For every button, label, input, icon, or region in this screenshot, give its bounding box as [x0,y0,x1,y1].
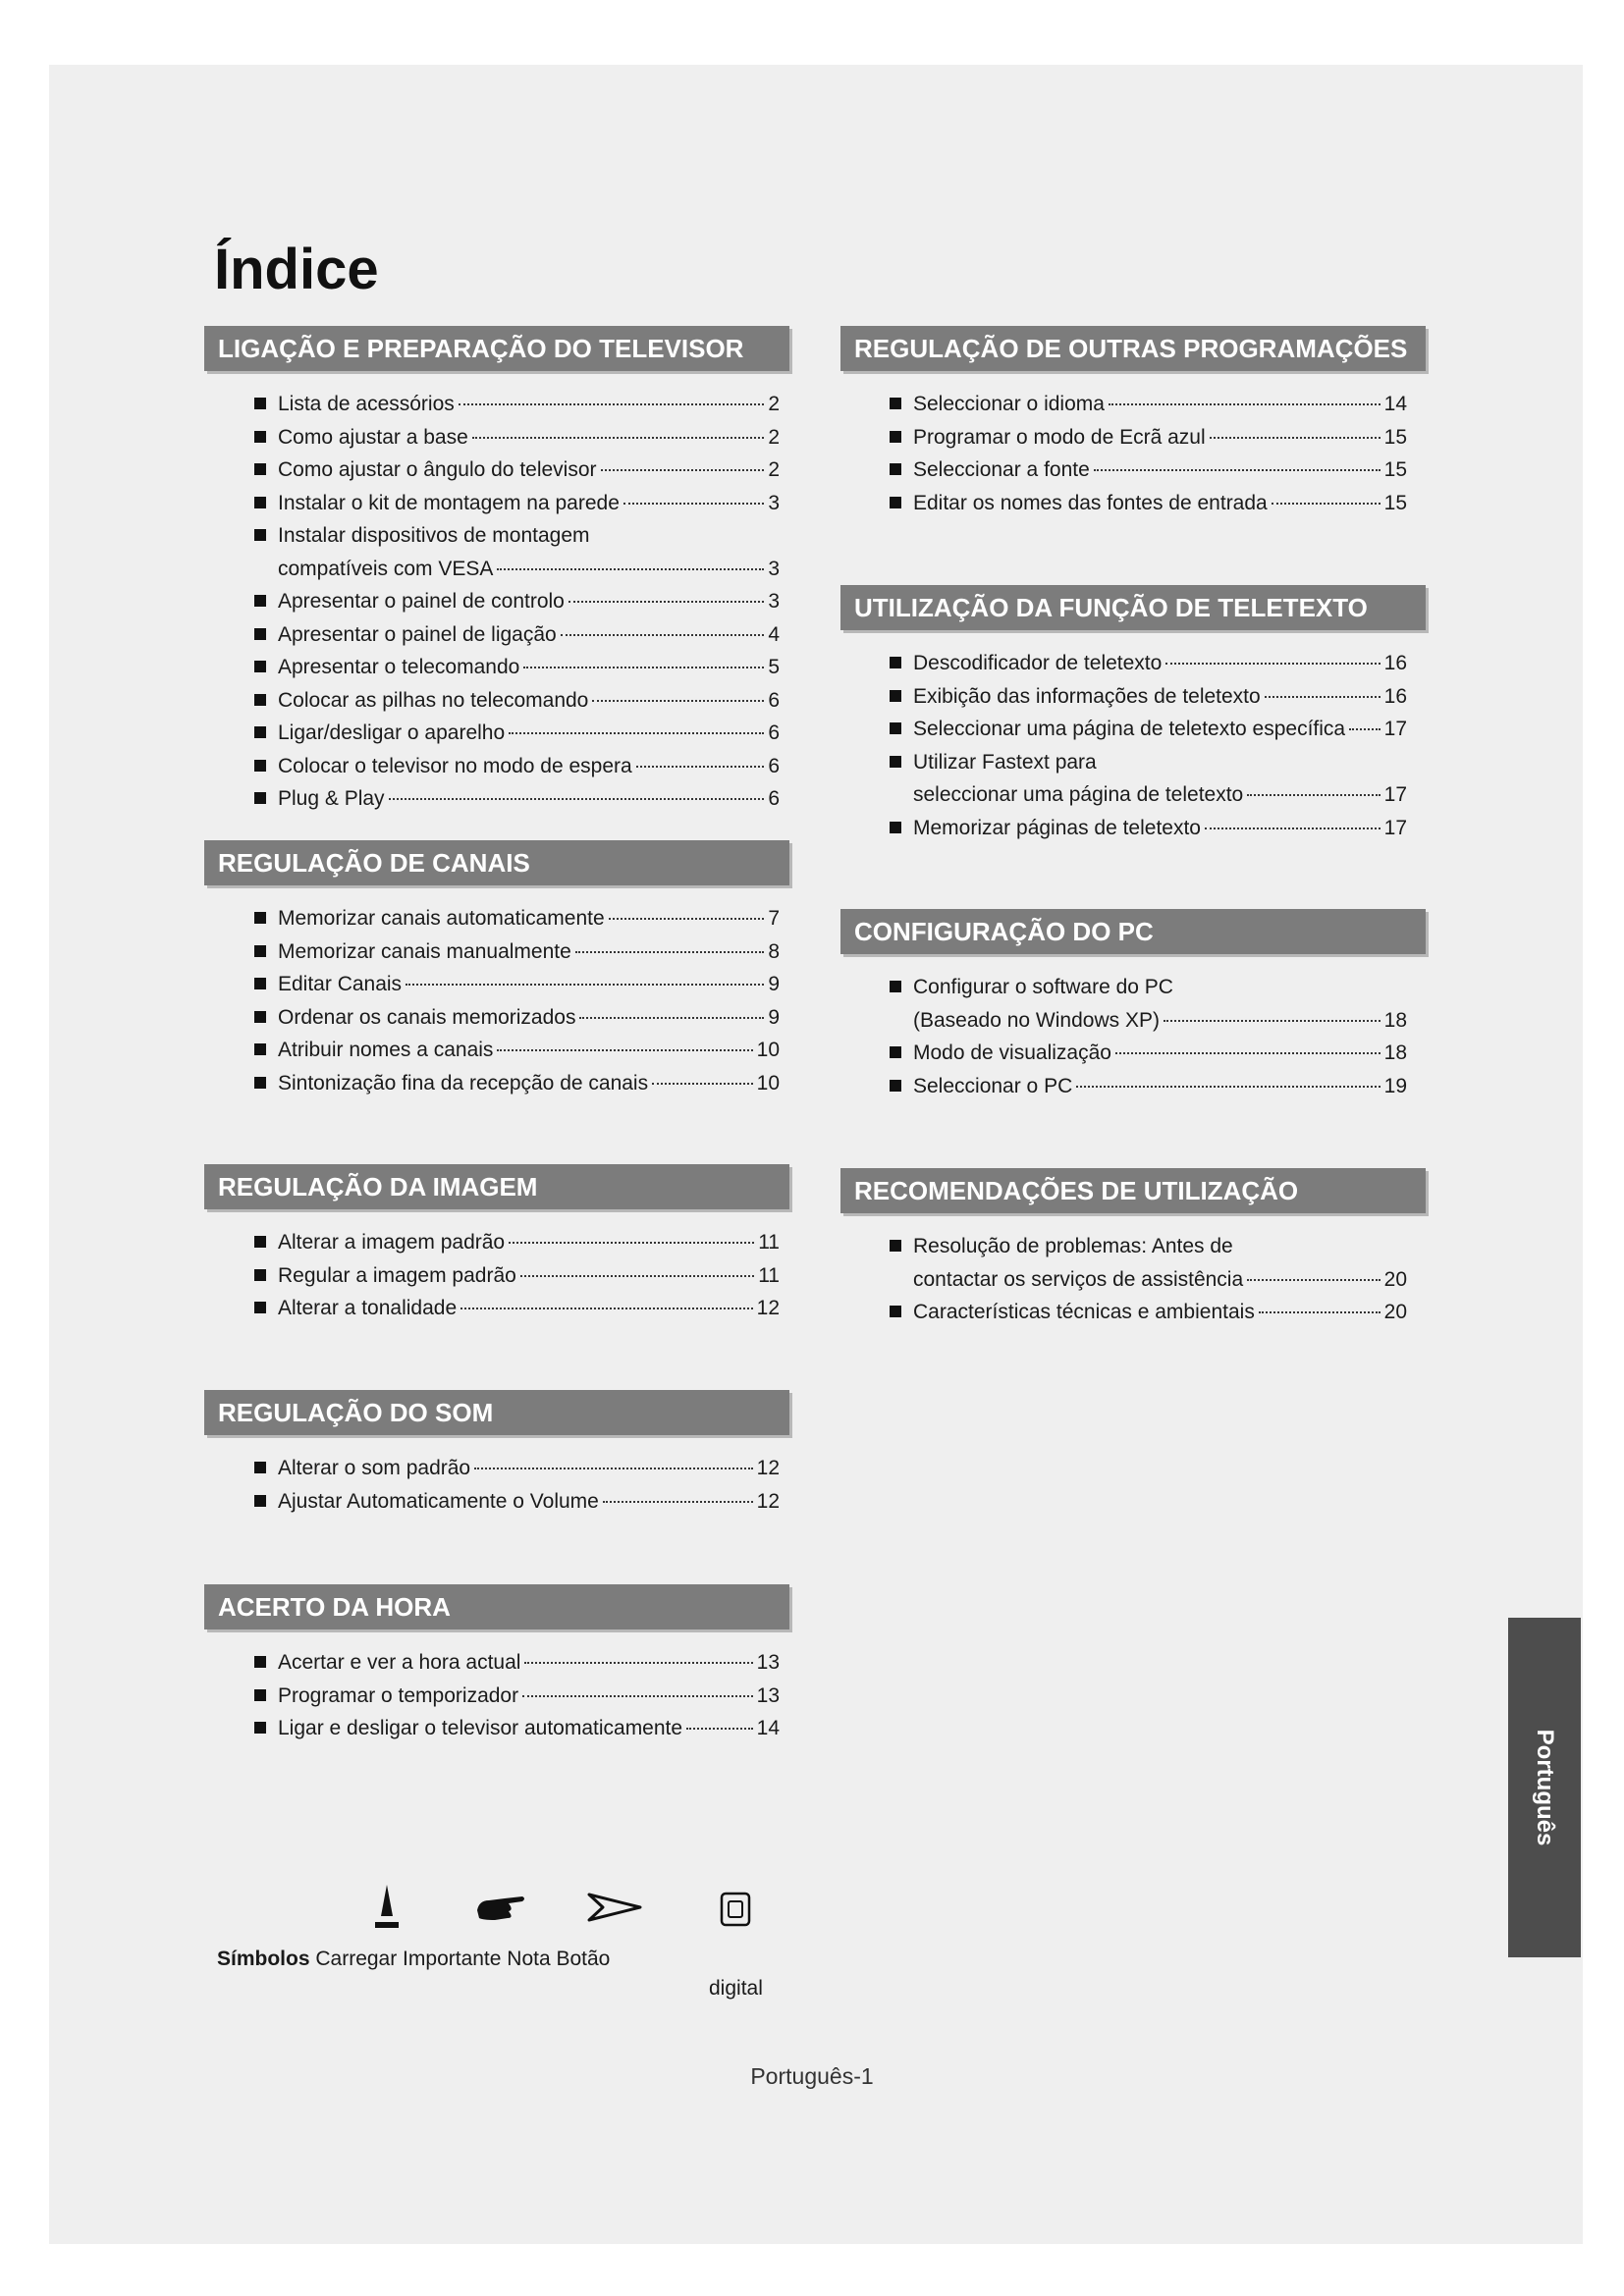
toc-page-number: 8 [768,939,780,963]
dot-leader [1076,1086,1380,1088]
dot-leader [1259,1311,1380,1313]
toc-entry [278,651,780,684]
bullet-square-icon [254,760,266,772]
section-heading: ACERTO DA HORA [204,1584,789,1629]
toc-entry-title: Instalar o kit de montagem na parede [278,491,620,514]
toc-entry [278,782,780,816]
toc-entry-title: Modo de visualização [913,1041,1111,1064]
page-title: Índice [214,238,379,301]
toc-entry-title: Apresentar o painel de ligação [278,622,557,646]
toc-entry [278,487,780,520]
toc-page-number: 11 [758,1231,780,1254]
dot-leader [520,1275,754,1277]
note-arrow-icon [587,1891,642,1924]
bullet-square-icon [254,529,266,541]
toc-list [913,647,1407,844]
toc-entry-row [913,1263,1407,1297]
toc-entry [278,1452,780,1485]
section-recommendations [840,1168,1426,1329]
toc-entry-title: Exibição das informações de teletexto [913,684,1261,708]
dot-leader [524,1662,752,1664]
toc-entry [278,717,780,750]
toc-entry-title: Características técnicas e ambientais [913,1301,1255,1323]
toc-entry-row [278,1001,780,1035]
toc-entry [278,1034,780,1067]
bullet-square-icon [890,756,901,768]
dot-leader [1109,403,1380,405]
section-heading: RECOMENDAÇÕES DE UTILIZAÇÃO [840,1168,1426,1213]
toc-entry-row [278,618,780,652]
dot-leader [686,1728,753,1730]
toc-entry-row [913,1070,1407,1103]
toc-entry-title: Editar os nomes das fontes de entrada [913,491,1268,514]
toc-entry-row [278,968,780,1001]
toc-entry [278,935,780,969]
bullet-square-icon [890,1080,901,1092]
toc-entry-title: Alterar o som padrão [278,1457,471,1479]
dot-leader [1247,794,1380,796]
toc-entry-row [278,388,780,421]
toc-page-number: 13 [756,1683,780,1707]
bullet-square-icon [890,1046,901,1058]
dot-leader [523,667,764,668]
button-icon [719,1891,752,1928]
dot-leader [1265,696,1380,698]
toc-list [278,388,780,816]
bullet-square-icon [254,978,266,989]
toc-page-number: 6 [768,787,780,810]
bullet-square-icon [890,822,901,833]
toc-entry [278,1485,780,1519]
pointing-hand-icon [475,1893,526,1924]
toc-entry-row [278,1452,780,1485]
bullet-square-icon [254,1236,266,1248]
toc-entry [278,1067,780,1100]
toc-page-number: 20 [1383,1267,1407,1291]
toc-page-number: 20 [1383,1301,1407,1323]
toc-entry-title: Colocar as pilhas no telecomando [278,688,589,712]
toc-entry [278,1259,780,1293]
toc-page-number: 3 [768,590,780,613]
toc-entry [913,746,1407,812]
dot-leader [522,1695,753,1697]
toc-entry-title: Sintonização fina da recepção de canais [278,1071,649,1095]
bullet-square-icon [890,690,901,702]
language-tab [1508,1618,1581,1957]
toc-entry-title-continued: compatíveis com VESA [278,557,494,580]
bullet-square-icon [254,1077,266,1089]
bullet-square-icon [254,1269,266,1281]
dot-leader [636,766,765,768]
section-heading: REGULAÇÃO DE OUTRAS PROGRAMAÇÕES [840,326,1426,371]
bullet-square-icon [254,1689,266,1701]
toc-entry-row [913,421,1407,454]
dot-leader [601,469,765,471]
bullet-square-icon [254,912,266,924]
toc-list [278,1452,780,1518]
toc-entry-title: Seleccionar a fonte [913,458,1090,481]
dot-leader [575,951,765,953]
toc-entry-row [913,1004,1407,1038]
toc-entry [278,1712,780,1745]
toc-entry-row [278,935,780,969]
section-channels [204,840,789,1099]
toc-entry-row [278,1485,780,1519]
toc-entry-row [913,1037,1407,1070]
toc-entry-row [278,1259,780,1293]
toc-entry-title: Regular a imagem padrão [278,1263,516,1287]
dot-leader [568,601,764,603]
toc-entry-title: Editar Canais [278,973,403,995]
dot-leader [1210,437,1380,439]
toc-page-number: 16 [1383,652,1407,674]
toc-entry-row [278,651,780,684]
toc-page-number: 6 [768,688,780,712]
toc-list [278,1226,780,1325]
toc-entry-title: Seleccionar uma página de teletexto específica [913,718,1346,740]
dot-leader [459,403,765,405]
dot-leader [389,798,765,800]
bullet-square-icon [254,792,266,804]
dot-leader [1165,663,1380,665]
toc-entry [278,1292,780,1325]
dot-leader [579,1017,764,1019]
toc-entry [913,1070,1407,1103]
bullet-square-icon [890,722,901,734]
bullet-square-icon [890,463,901,475]
page-number: Português-1 [750,2063,874,2089]
toc-entry-title: Alterar a tonalidade [278,1297,458,1319]
toc-page-number: 9 [768,1005,780,1029]
bullet-square-icon [254,1011,266,1023]
toc-entry [278,1226,780,1259]
toc-entry-row [278,1226,780,1259]
toc-entry-row [278,1680,780,1713]
toc-entry-title: Lista de acessórios [278,393,455,415]
bullet-square-icon [890,398,901,409]
symbols-legend [217,1948,610,1971]
toc-entry-title: Programar o temporizador [278,1683,519,1707]
toc-entry-row [278,782,780,816]
toc-list [278,902,780,1099]
toc-entry-title: Acertar e ver a hora actual [278,1651,521,1674]
bullet-square-icon [254,497,266,508]
toc-entry-title-continued: seleccionar uma página de teletexto [913,783,1244,806]
toc-entry-title: Colocar o televisor no modo de espera [278,754,632,777]
section-clock [204,1584,789,1745]
toc-entry-title: Seleccionar o PC [913,1074,1073,1097]
dot-leader [603,1501,753,1503]
toc-entry [278,454,780,487]
bullet-square-icon [890,1240,901,1252]
symbols-legend-continued: digital [709,1977,763,2000]
dot-leader [460,1308,753,1309]
toc-entry [913,1296,1407,1329]
section-heading: REGULAÇÃO DA IMAGEM [204,1164,789,1209]
dot-leader [1094,469,1380,471]
toc-page-number: 11 [758,1263,780,1287]
toc-entry-title: Memorizar páginas de teletexto [913,816,1201,839]
toc-page-number: 13 [756,1651,780,1674]
toc-entry-row [913,487,1407,520]
section-teletext [840,585,1426,844]
toc-entry-title: Resolução de problemas: Antes de [913,1235,1233,1257]
toc-entry-row [913,454,1407,487]
toc-page-number: 17 [1383,718,1407,740]
bullet-square-icon [254,661,266,672]
toc-entry-row [278,553,780,586]
toc-entry [913,647,1407,680]
toc-entry [278,1680,780,1713]
section-picture [204,1164,789,1325]
toc-entry-row [913,713,1407,746]
bullet-square-icon [890,431,901,443]
toc-entry [278,684,780,718]
toc-page-number: 15 [1383,425,1407,449]
bullet-square-icon [254,398,266,409]
toc-page-number: 4 [768,622,780,646]
toc-page-number: 5 [768,656,780,678]
toc-page-number: 18 [1383,1008,1407,1032]
dot-leader [623,503,764,505]
toc-entry-title: Ligar/desligar o aparelho [278,721,506,744]
toc-entry-title: Seleccionar o idioma [913,393,1105,415]
toc-entry-title: Plug & Play [278,787,385,810]
toc-entry-row [278,750,780,783]
toc-entry [913,421,1407,454]
toc-entry-row [278,1067,780,1100]
dot-leader [1272,503,1380,505]
bullet-square-icon [890,981,901,992]
toc-entry-title: Atribuir nomes a canais [278,1039,494,1061]
section-tv-setup [204,326,789,816]
bullet-square-icon [254,1722,266,1734]
toc-page-number: 17 [1383,783,1407,806]
toc-entry-title: Como ajustar a base [278,425,468,449]
toc-entry-row [278,1712,780,1745]
toc-entry-row [278,585,780,618]
toc-entry-title: Alterar a imagem padrão [278,1231,506,1254]
toc-page-number: 14 [756,1717,780,1739]
toc-page-number: 18 [1383,1041,1407,1064]
dot-leader [497,568,764,570]
section-heading: CONFIGURAÇÃO DO PC [840,909,1426,954]
toc-entry-row [278,454,780,487]
dot-leader [509,732,764,734]
bullet-square-icon [890,657,901,668]
toc-entry-title: Utilizar Fastext para [913,750,1097,774]
dot-leader [509,1242,754,1244]
dot-leader [1205,828,1380,829]
section-other-settings [840,326,1426,519]
toc-entry [913,971,1407,1037]
toc-page-number: 9 [768,973,780,995]
toc-page-number: 2 [768,425,780,449]
toc-entry-row [278,717,780,750]
toc-page-number: 3 [768,491,780,514]
bullet-square-icon [890,1306,901,1317]
bullet-square-icon [254,628,266,640]
toc-page-number: 16 [1383,684,1407,708]
toc-entry [913,454,1407,487]
dot-leader [497,1049,752,1051]
bullet-square-icon [254,1302,266,1313]
toc-entry-title: Descodificador de teletexto [913,652,1163,674]
toc-entry-row [278,684,780,718]
toc-page-number: 2 [768,458,780,481]
toc-page-number: 17 [1383,816,1407,839]
bullet-square-icon [254,431,266,443]
toc-entry-row [913,388,1407,421]
symbols-text: Carregar Importante Nota Botão [315,1948,611,1970]
dot-leader [1115,1052,1380,1054]
toc-entry-title: Programar o modo de Ecrã azul [913,425,1206,449]
toc-entry-title: Ligar e desligar o televisor automaticamente [278,1717,683,1739]
toc-entry [278,750,780,783]
toc-entry [913,388,1407,421]
toc-page-number: 2 [768,393,780,415]
language-tab-label: Português [1532,1729,1558,1846]
toc-entry-row [913,778,1407,812]
toc-entry-row [913,812,1407,845]
toc-page-number: 15 [1383,458,1407,481]
toc-page-number: 14 [1383,393,1407,415]
bullet-square-icon [254,694,266,706]
toc-entry-row [913,680,1407,714]
dot-leader [1164,1020,1380,1022]
toc-entry-title: Apresentar o painel de controlo [278,590,565,613]
toc-entry-row [278,421,780,454]
toc-page-number: 19 [1383,1074,1407,1097]
toc-entry-title: Instalar dispositivos de montagem [278,524,590,547]
bullet-square-icon [890,497,901,508]
bullet-square-icon [254,595,266,607]
bullet-square-icon [254,945,266,957]
toc-entry-title: Ajustar Automaticamente o Volume [278,1489,599,1513]
section-heading: REGULAÇÃO DO SOM [204,1390,789,1435]
dot-leader [1247,1279,1380,1281]
toc-entry-title: Como ajustar o ângulo do televisor [278,458,597,481]
dot-leader [592,700,764,702]
dot-leader [561,634,765,636]
toc-entry [913,1230,1407,1296]
toc-entry-row [278,1646,780,1680]
warning-push-icon [373,1883,401,1930]
dot-leader [1349,728,1380,730]
toc-entry [278,421,780,454]
toc-entry-row [278,1292,780,1325]
toc-entry-title: Configurar o software do PC [913,976,1173,998]
toc-page-number: 6 [768,721,780,744]
toc-entry-title: Memorizar canais manualmente [278,939,571,963]
symbols-label: Símbolos [217,1948,310,1970]
dot-leader [406,984,764,986]
toc-page-number: 7 [768,907,780,930]
toc-entry [278,968,780,1001]
toc-page-number: 10 [756,1039,780,1061]
toc-entry [278,519,780,585]
section-heading: LIGAÇÃO E PREPARAÇÃO DO TELEVISOR [204,326,789,371]
section-pc-setup [840,909,1426,1102]
toc-entry [913,487,1407,520]
toc-page-number: 12 [756,1297,780,1319]
toc-list [913,1230,1407,1329]
toc-entry [278,585,780,618]
toc-entry-row [913,647,1407,680]
toc-entry-row [278,1034,780,1067]
toc-page-number: 6 [768,754,780,777]
toc-entry-row [278,487,780,520]
toc-entry [913,713,1407,746]
toc-list [913,971,1407,1102]
toc-entry-row [278,902,780,935]
dot-leader [652,1083,753,1085]
toc-entry [278,1001,780,1035]
toc-entry [278,1646,780,1680]
toc-page-number: 12 [756,1457,780,1479]
bullet-square-icon [254,1656,266,1668]
toc-entry [913,812,1407,845]
toc-page-number: 12 [756,1489,780,1513]
section-heading: UTILIZAÇÃO DA FUNÇÃO DE TELETEXTO [840,585,1426,630]
bullet-square-icon [254,1495,266,1507]
toc-entry-title: Apresentar o telecomando [278,656,520,678]
toc-page-number: 15 [1383,491,1407,514]
toc-page-number: 10 [756,1071,780,1095]
bullet-square-icon [254,726,266,738]
toc-entry-title: Memorizar canais automaticamente [278,907,605,930]
toc-page-number: 3 [768,557,780,580]
dot-leader [472,437,765,439]
section-heading: REGULAÇÃO DE CANAIS [204,840,789,885]
toc-entry-row [913,1296,1407,1329]
bullet-square-icon [254,1043,266,1055]
toc-entry [913,1037,1407,1070]
toc-entry [278,388,780,421]
dot-leader [474,1468,753,1469]
toc-entry-title-continued: (Baseado no Windows XP) [913,1008,1160,1032]
dot-leader [609,918,765,920]
toc-entry-title-continued: contactar os serviços de assistência [913,1267,1244,1291]
toc-entry-title: Ordenar os canais memorizados [278,1005,576,1029]
toc-list [278,1646,780,1745]
toc-entry [913,680,1407,714]
section-sound [204,1390,789,1518]
toc-entry [278,618,780,652]
toc-list [913,388,1407,519]
bullet-square-icon [254,1462,266,1473]
toc-entry [278,902,780,935]
bullet-square-icon [254,463,266,475]
